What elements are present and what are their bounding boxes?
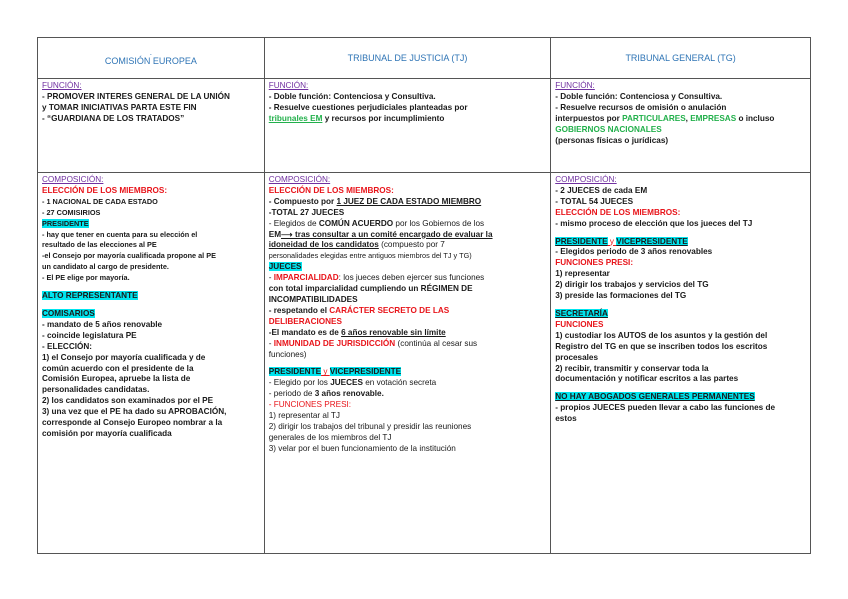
text-span: 6 años renovable sin límite <box>341 327 446 337</box>
text-span: en votación secreta <box>362 378 437 388</box>
text-span: EM <box>268 229 282 239</box>
text-line: estos <box>555 414 577 424</box>
text-line: 2) los candidatos son examinados por el PE <box>42 396 214 406</box>
text-line: - TOTAL 54 JUECES <box>555 196 634 206</box>
funcion-line: - Resuelve cuestiones perjudiciales planteadas por <box>268 102 468 112</box>
text-line: 2) dirigir los trabajos del tribunal y presidir las reuniones <box>268 421 472 431</box>
alto-representante-label: ALTO REPRESENTANTE <box>42 291 138 301</box>
text-span: - <box>268 273 274 283</box>
header-tj <box>264 38 551 79</box>
funcion-line: - Doble función: Contenciosa y Consultiva. <box>268 91 436 101</box>
text-line: - Elegidos periodo de 3 años renovables <box>555 247 713 257</box>
funcion-row <box>38 79 811 173</box>
text-span: y <box>607 236 617 246</box>
text-line: - 2 JUECES de cada EM <box>555 185 648 195</box>
text-line: un candidato al cargo de presidente. <box>42 262 169 272</box>
text-line: 1) custodiar los AUTOS de los asuntos y la gestión del <box>555 330 768 340</box>
funcion-line <box>269 114 547 125</box>
text-span: y <box>321 367 330 377</box>
funcion-line: y TOMAR INICIATIVAS PARTA ESTE FIN <box>42 102 197 112</box>
composicion-row <box>38 173 811 554</box>
funciones-heading: - FUNCIONES PRESI: <box>268 400 352 410</box>
composicion-title: COMPOSICIÓN: <box>42 175 104 184</box>
text-span: COMÚN ACUERDO <box>318 218 394 228</box>
header-dot: . <box>149 48 152 57</box>
funcion-tg <box>551 79 811 173</box>
text-line: personalidades elegidas entre antiguos miembros del TJ y TG) <box>268 251 472 261</box>
text-span: INMUNIDAD DE JURISDICCIÓN <box>273 338 396 348</box>
composicion-tj <box>264 173 551 554</box>
text-line: común acuerdo con el presidente de la <box>42 363 194 373</box>
funcion-text: , <box>685 113 691 123</box>
text-line: - 1 NACIONAL DE CADA ESTADO <box>42 196 158 206</box>
composicion-comision <box>38 173 265 554</box>
tribunales-em-link: tribunales EM <box>268 113 323 123</box>
header-tg-label: TRIBUNAL GENERAL (TG) <box>625 53 736 63</box>
funcion-line: - Resuelve recursos de omisión o anulación <box>555 102 727 112</box>
text-span: - respetando el <box>268 305 330 315</box>
text-line <box>269 240 547 251</box>
composicion-tg <box>551 173 811 554</box>
text-line: - coincide legislatura PE <box>42 330 137 340</box>
header-tg <box>551 38 811 79</box>
text-span: - Elegidos de <box>268 218 319 228</box>
secretaria-label: SECRETARÍA <box>555 308 608 318</box>
comparison-table <box>37 37 811 554</box>
funcion-line: - PROMOVER INTERES GENERAL DE LA UNIÓN <box>42 91 230 101</box>
text-line: documentación y notificar escritos a las partes <box>555 374 739 384</box>
presidente-heading <box>269 367 547 378</box>
eleccion-heading: ELECCIÓN DE LOS MIEMBROS: <box>555 207 681 217</box>
text-line: personalidades candidatas. <box>42 385 150 395</box>
text-line: Comisión Europea, apruebe la lista de <box>42 374 191 384</box>
text-line: procesales <box>555 352 599 362</box>
comisarios-heading <box>42 309 260 320</box>
presidente-label: PRESIDENTE <box>42 218 89 228</box>
text-line: 1) el Consejo por mayoría cualificada y de <box>42 352 206 362</box>
text-line: -TOTAL 27 JUECES <box>268 207 345 217</box>
text-line <box>269 219 547 230</box>
funciones-heading: FUNCIONES PRESI: <box>555 258 634 268</box>
funcion-text: y recursos por incumplimiento <box>322 113 445 123</box>
text-line: - 27 COMISIRIOS <box>42 207 101 217</box>
funciones-heading: FUNCIONES <box>555 319 604 329</box>
eleccion-heading: ELECCIÓN DE LOS MIEMBROS: <box>268 185 394 195</box>
text-line: DELIBERACIONES <box>268 316 342 326</box>
text-span: (continúa al cesar sus <box>395 338 478 348</box>
text-line: -el Consejo por mayoría cualificada propone al PE <box>42 251 216 261</box>
funcion-title: FUNCIÓN: <box>268 81 309 90</box>
text-span: - Elegido por los <box>268 378 331 388</box>
funcion-comision <box>38 79 265 173</box>
text-line <box>269 339 547 350</box>
header-row <box>38 38 811 79</box>
text-line: - propios JUECES pueden llevar a cabo las funciones de <box>555 403 776 413</box>
funcion-line: (personas físicas o jurídicas) <box>555 135 669 145</box>
text-span: idoneidad de los candidatos <box>268 240 379 250</box>
empresas-text: EMPRESAS <box>690 113 737 123</box>
text-line: - mandato de 5 años renovable <box>42 319 163 329</box>
text-span: 1 JUEZ DE CADA ESTADO MIEMBRO <box>336 196 482 206</box>
abogados-label: NO HAY ABOGADOS GENERALES PERMANENTES <box>555 392 755 402</box>
funcion-line: - Doble función: Contenciosa y Consultiva. <box>555 91 723 101</box>
text-line: generales de los miembros del TJ <box>268 432 392 442</box>
text-line <box>269 273 547 284</box>
text-span: - <box>268 338 274 348</box>
comisarios-label: COMISARIOS <box>42 308 95 318</box>
funcion-line: - “GUARDIANA DE LOS TRATADOS” <box>42 113 185 123</box>
text-span: ⟶ tras consultar a un comité encargado de evaluar la <box>281 229 493 239</box>
text-line: 3) velar por el buen funcionamiento de la institución <box>268 443 456 453</box>
presidente-label: PRESIDENTE <box>555 236 608 246</box>
header-tj-label: TRIBUNAL DE JUSTICIA (TJ) <box>347 53 468 63</box>
alto-heading <box>42 291 260 302</box>
text-span: por los Gobiernos de los <box>393 218 485 228</box>
text-line: 3) una vez que el PE ha dado su APROBACIÓN, <box>42 407 227 417</box>
text-span: (compuesto por 7 <box>378 240 445 250</box>
text-line: - mismo proceso de elección que los jueces del TJ <box>555 218 753 228</box>
text-line: funciones) <box>268 349 307 359</box>
text-span: - Compuesto por <box>268 196 337 206</box>
text-span: JUECES <box>330 378 363 388</box>
text-line: 1) representar <box>555 269 610 279</box>
funcion-line <box>555 114 806 125</box>
header-comision <box>38 38 265 79</box>
text-span: -El mandato es de <box>268 327 342 337</box>
text-line: comisión por mayoría cualificada <box>42 428 172 438</box>
text-line: con total imparcialidad cumpliendo un RÉGIMEN DE <box>268 284 473 294</box>
header-comision-label: COMISIÓN EUROPEA <box>104 56 197 66</box>
presidente-heading <box>42 219 260 230</box>
text-line: - ELECCIÓN: <box>42 341 93 351</box>
text-line: corresponde al Consejo Europeo nombrar a la <box>42 418 223 428</box>
text-line <box>269 389 547 400</box>
text-line <box>269 197 547 208</box>
text-line: 2) recibir, transmitir y conservar toda la <box>555 363 709 373</box>
text-line: - hay que tener en cuenta para su elección el <box>42 229 198 239</box>
composicion-title: COMPOSICIÓN: <box>268 175 331 184</box>
text-line: 3) preside las formaciones del TG <box>555 291 687 301</box>
text-line: INCOMPATIBILIDADES <box>268 294 358 304</box>
vicepresidente-label: VICEPRESIDENTE <box>616 236 688 246</box>
particulares-text: PARTICULARES <box>622 113 686 123</box>
funcion-title: FUNCIÓN: <box>42 81 82 90</box>
funcion-text: interpuestos por <box>555 113 623 123</box>
presidente-label: PRESIDENTE <box>268 367 322 377</box>
funcion-tj <box>264 79 551 173</box>
gobiernos-text: GOBIERNOS NACIONALES <box>555 124 662 134</box>
jueces-label: JUECES <box>268 262 302 272</box>
text-line <box>269 230 547 241</box>
secretaria-heading <box>555 309 806 320</box>
text-span: : los jueces deben ejercer sus funciones <box>338 273 485 283</box>
abogados-heading <box>555 392 806 403</box>
text-span: CARÁCTER SECRETO DE LAS <box>329 305 450 315</box>
text-line: - El PE elige por mayoría. <box>42 273 130 283</box>
composicion-title: COMPOSICIÓN: <box>555 175 617 184</box>
presidente-heading <box>555 237 806 248</box>
text-span: 3 años renovable. <box>314 389 384 399</box>
eleccion-heading: ELECCIÓN DE LOS MIEMBROS: <box>42 185 168 195</box>
text-span: IMPARCIALIDAD <box>273 273 339 283</box>
jueces-heading <box>269 262 547 273</box>
funcion-title: FUNCIÓN: <box>555 81 595 90</box>
text-line <box>269 306 547 317</box>
text-line <box>269 328 547 339</box>
text-span: - periodo de <box>268 389 315 399</box>
funcion-text: o incluso <box>736 113 775 123</box>
text-line: 2) dirigir los trabajos y servicios del TG <box>555 280 709 290</box>
text-line: resultado de las elecciones al PE <box>42 240 157 250</box>
vicepresidente-label: VICEPRESIDENTE <box>329 367 402 377</box>
text-line: Registro del TG en que se inscriben todos los escritos <box>555 341 768 351</box>
text-line <box>269 378 547 389</box>
text-line: 1) representar al TJ <box>268 411 341 421</box>
